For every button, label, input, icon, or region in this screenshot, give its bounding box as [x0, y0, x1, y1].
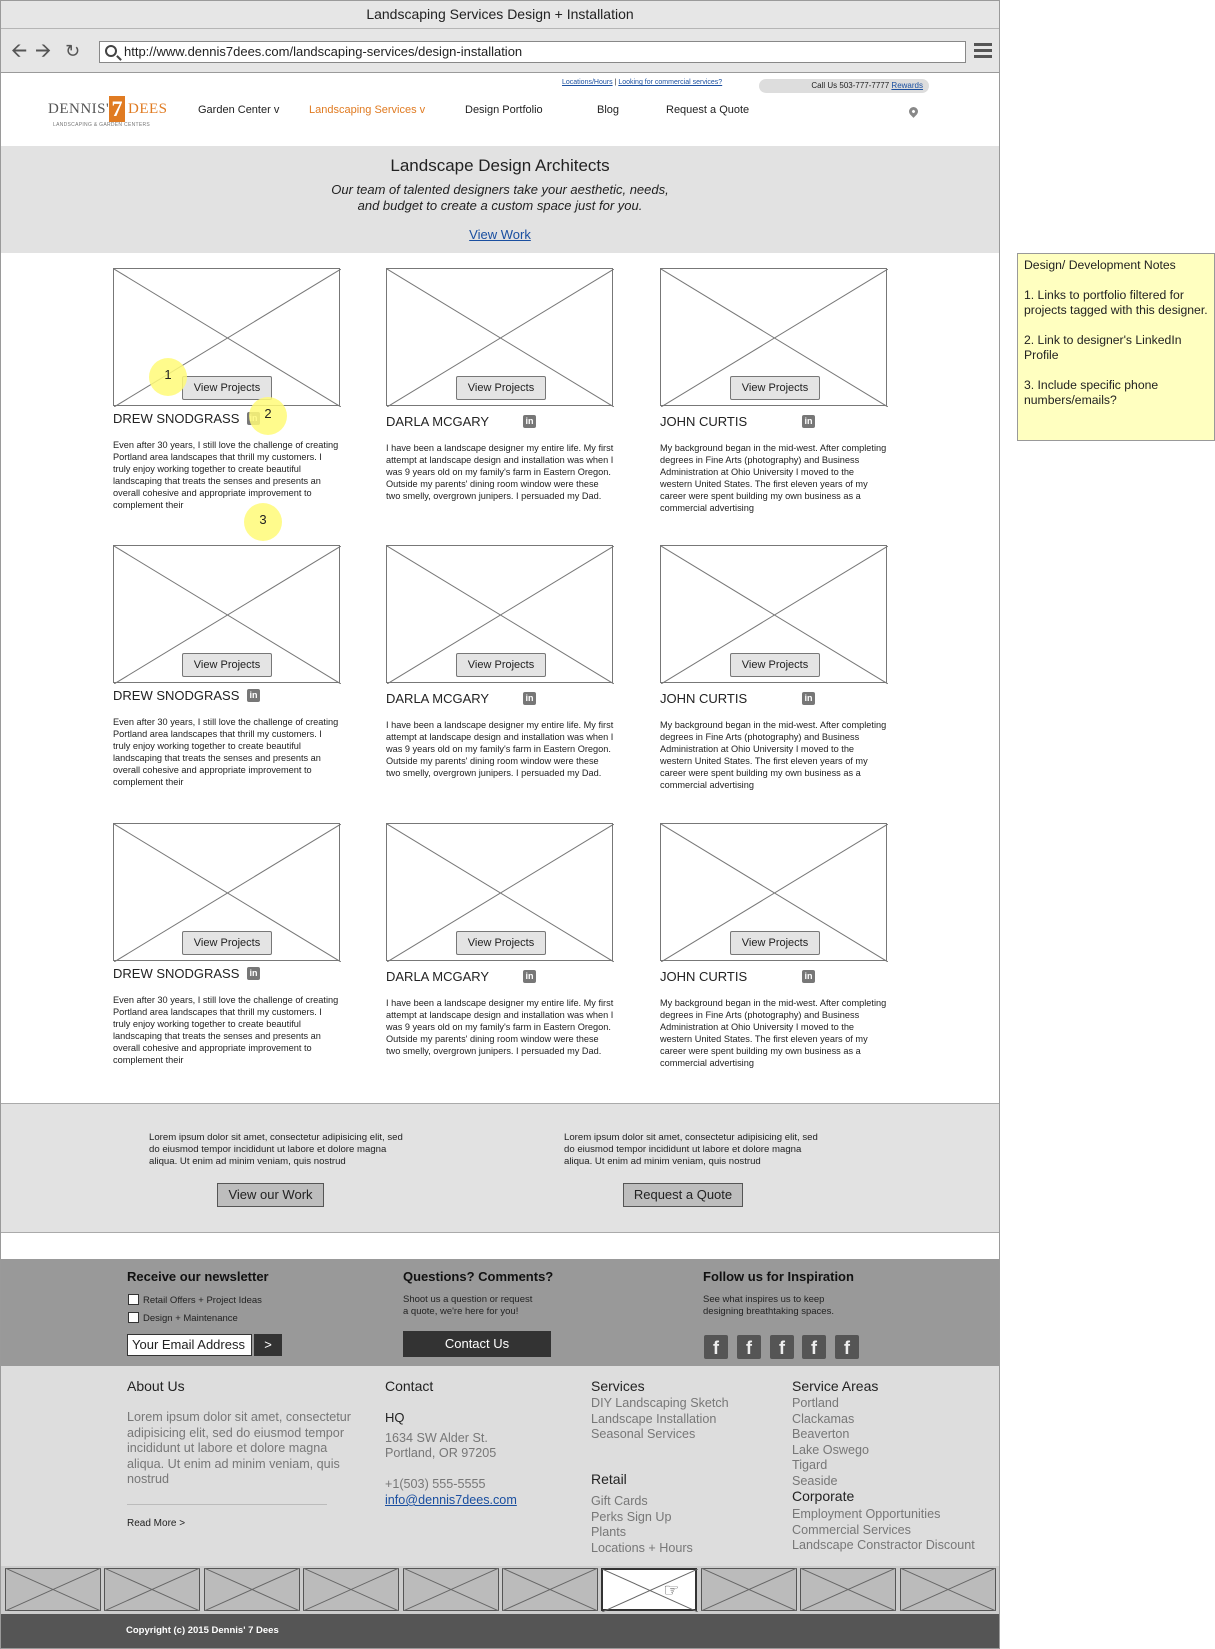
- thumbnail-strip: [1, 1566, 999, 1614]
- linkedin-icon[interactable]: in: [523, 415, 536, 428]
- annotation-marker-1: 1: [149, 358, 187, 396]
- checkbox-design-label: Design + Maintenance: [143, 1313, 238, 1324]
- follow-title: Follow us for Inspiration: [703, 1269, 854, 1284]
- cta-right-text: Lorem ipsum dolor sit amet, consectetur adipisicing elit, sed do eiusmod tempor incididunt ut labore et dolore magna aliqua. Ut enim ad minim veniam, quis nostrud: [564, 1132, 818, 1167]
- service-area-link[interactable]: Tigard: [792, 1458, 828, 1472]
- gallery-thumbnail[interactable]: [403, 1568, 499, 1611]
- gallery-thumbnail[interactable]: [303, 1568, 399, 1611]
- cta-left-text: Lorem ipsum dolor sit amet, consectetur adipisicing elit, sed do eiusmod tempor incididunt ut labore et dolore magna aliqua. Ut enim ad minim veniam, quis nostrud: [149, 1132, 403, 1167]
- hq-label: HQ: [385, 1410, 405, 1425]
- about-divider: [127, 1504, 327, 1505]
- view-projects-button[interactable]: View Projects: [456, 653, 546, 677]
- nav-design-portfolio[interactable]: Design Portfolio: [465, 104, 543, 116]
- about-title: About Us: [127, 1378, 185, 1394]
- view-projects-button[interactable]: View Projects: [456, 931, 546, 955]
- designer-name: DARLA MCGARY: [386, 691, 490, 706]
- view-projects-button[interactable]: View Projects: [730, 931, 820, 955]
- annotation-marker-2: 2: [249, 397, 287, 435]
- development-notes: Design/ Development Notes 1. Links to portfolio filtered for projects tagged with this designer. 2. Link to designer's LinkedIn Profile 3. Include specific phone numbers/emails?: [1017, 253, 1215, 441]
- services-link[interactable]: Landscape Installation: [591, 1411, 717, 1426]
- email-link[interactable]: info@dennis7dees.com: [385, 1493, 517, 1507]
- view-projects-button[interactable]: View Projects: [182, 653, 272, 677]
- service-area-link[interactable]: Clackamas: [792, 1411, 855, 1426]
- utility-divider: |: [612, 79, 619, 86]
- designer-name: DREW SNODGRASS: [113, 411, 240, 426]
- designer-name: DARLA MCGARY: [386, 414, 490, 429]
- footer-links: [1, 1366, 999, 1566]
- hero-banner: [1, 146, 999, 253]
- follow-text: See what inspires us to keep designing breathtaking spaces.: [703, 1294, 834, 1317]
- location-pin-icon[interactable]: [907, 105, 920, 118]
- designer-bio: I have been a landscape designer my entire life. My first attempt at landscape design and installation was when I was 9 years old on my family's farm in Eastern Oregon. Outside my parents' dining room window were these two smelly, overgrown junipers. I persuaded my Dad.: [386, 720, 614, 778]
- designer-name: DREW SNODGRASS: [113, 688, 240, 703]
- call-us-text: Call Us 503-777-7777: [811, 81, 890, 90]
- service-area-link[interactable]: Portland: [792, 1396, 839, 1410]
- corporate-link[interactable]: Commercial Services: [792, 1522, 911, 1537]
- gallery-thumbnail[interactable]: [601, 1568, 697, 1611]
- facebook-icon[interactable]: f: [835, 1335, 859, 1359]
- gallery-thumbnail[interactable]: [800, 1568, 896, 1611]
- cta-band: [1, 1103, 999, 1233]
- corporate-list: [792, 1507, 975, 1554]
- menu-icon[interactable]: [974, 43, 992, 61]
- retail-link[interactable]: Perks Sign Up: [591, 1509, 672, 1524]
- designer-bio: I have been a landscape designer my entire life. My first attempt at landscape design and installation was when I was 9 years old on my family's farm in Eastern Oregon. Outside my parents' dining room window were these two smelly, overgrown junipers. I persuaded my Dad.: [386, 443, 614, 501]
- copyright: Copyright (c) 2015 Dennis' 7 Dees: [1, 1614, 999, 1649]
- facebook-icon[interactable]: f: [737, 1335, 761, 1359]
- view-projects-button[interactable]: View Projects: [182, 376, 272, 400]
- linkedin-icon[interactable]: in: [802, 692, 815, 705]
- questions-text: Shoot us a question or request a quote, we're here for you!: [403, 1294, 533, 1317]
- service-areas-list: [792, 1396, 869, 1489]
- retail-link[interactable]: Plants: [591, 1525, 627, 1539]
- designer-bio: My background began in the mid-west. After completing degrees in Fine Arts (photography) and Business Administration at Ohio University I moved to the western United States. The first eleven years of my career were spent building my own business as a commercial advertising: [660, 998, 887, 1068]
- call-us-bar: [759, 79, 929, 93]
- linkedin-icon[interactable]: in: [247, 967, 260, 980]
- browser-toolbar: [1, 29, 999, 73]
- footer-signup: [1, 1259, 999, 1366]
- facebook-icon[interactable]: f: [704, 1335, 728, 1359]
- designer-name: JOHN CURTIS: [660, 414, 748, 429]
- corporate-title: Corporate: [792, 1488, 855, 1504]
- corporate-link[interactable]: Employment Opportunities: [792, 1507, 941, 1521]
- nav-landscaping-services[interactable]: Landscaping Services v: [309, 104, 426, 116]
- nav-garden-center[interactable]: Garden Center v: [198, 104, 280, 116]
- gallery-thumbnail[interactable]: [900, 1568, 996, 1611]
- search-icon: [105, 45, 117, 57]
- linkedin-icon[interactable]: in: [802, 970, 815, 983]
- address-line-1: 1634 SW Alder St.: [385, 1431, 488, 1445]
- linkedin-icon[interactable]: in: [247, 689, 260, 702]
- contact-title: Contact: [385, 1378, 434, 1394]
- retail-link[interactable]: Gift Cards: [591, 1494, 648, 1508]
- email-field[interactable]: Your Email Address: [127, 1334, 252, 1356]
- hero-title: Landscape Design Architects: [390, 156, 610, 175]
- view-projects-button[interactable]: View Projects: [730, 376, 820, 400]
- logo-tagline: LANDSCAPING & GARDEN CENTERS: [53, 122, 151, 128]
- view-projects-button[interactable]: View Projects: [182, 931, 272, 955]
- services-list: [591, 1396, 729, 1443]
- rewards-link[interactable]: Rewards: [891, 81, 923, 90]
- contact-us-button[interactable]: Contact Us: [403, 1331, 551, 1357]
- site-logo[interactable]: [48, 96, 168, 132]
- gallery-thumbnail[interactable]: [104, 1568, 200, 1611]
- read-more-link[interactable]: Read More >: [127, 1518, 186, 1529]
- newsletter-title: Receive our newsletter: [127, 1269, 269, 1284]
- checkbox-retail-label: Retail Offers + Project Ideas: [143, 1295, 262, 1306]
- retail-link[interactable]: Locations + Hours: [591, 1540, 693, 1555]
- designer-bio: Even after 30 years, I still love the challenge of creating Portland area landscapes that thrill my customers. I truly enjoy working together to create beautiful landscaping that treats the senses and presents an overall cohesive and appropriate improvement to complement their: [113, 995, 339, 1065]
- reload-icon[interactable]: ↻: [65, 41, 81, 61]
- checkbox-design-maintenance[interactable]: [128, 1312, 238, 1324]
- linkedin-icon[interactable]: in: [523, 970, 536, 983]
- view-projects-button[interactable]: View Projects: [730, 653, 820, 677]
- gallery-thumbnail[interactable]: [502, 1568, 598, 1611]
- nav-blog[interactable]: Blog: [597, 104, 620, 116]
- corporate-link[interactable]: Landscape Constractor Discount: [792, 1538, 975, 1552]
- designer-bio: Even after 30 years, I still love the challenge of creating Portland area landscapes that thrill my customers. I truly enjoy working together to create beautiful landscaping that treats the senses and presents an overall cohesive and appropriate improvement to complement their: [113, 717, 339, 787]
- designer-bio: My background began in the mid-west. After completing degrees in Fine Arts (photography) and Business Administration at Ohio University I moved to the western United States. The first eleven years of my career were spent building my own business as a commercial advertising: [660, 720, 887, 790]
- service-areas-title: Service Areas: [792, 1378, 879, 1394]
- locations-hours-link[interactable]: Locations/Hours: [562, 79, 613, 86]
- service-area-link[interactable]: Seaside: [792, 1473, 838, 1488]
- linkedin-icon[interactable]: in: [802, 415, 815, 428]
- designer-bio: My background began in the mid-west. After completing degrees in Fine Arts (photography) and Business Administration at Ohio University I moved to the western United States. The first eleven years of my career were spent building my own business as a commercial advertising: [660, 443, 887, 513]
- designer-name: JOHN CURTIS: [660, 691, 748, 706]
- phone-number: +1(503) 555-5555: [385, 1477, 486, 1491]
- newsletter-submit-button[interactable]: >: [254, 1334, 282, 1356]
- facebook-icon[interactable]: f: [802, 1335, 826, 1359]
- linkedin-icon[interactable]: in: [523, 692, 536, 705]
- gallery-thumbnail[interactable]: [5, 1568, 101, 1611]
- utility-links: [562, 79, 722, 86]
- view-work-link[interactable]: View Work: [469, 227, 531, 242]
- request-quote-button[interactable]: Request a Quote: [623, 1183, 743, 1207]
- service-area-link[interactable]: Lake Oswego: [792, 1442, 870, 1457]
- window-title: Landscaping Services Design + Installation: [1, 1, 999, 29]
- view-our-work-button[interactable]: View our Work: [217, 1183, 324, 1207]
- services-link[interactable]: Seasonal Services: [591, 1427, 696, 1441]
- service-area-link[interactable]: Beaverton: [792, 1427, 850, 1441]
- address-line-2: Portland, OR 97205: [385, 1446, 497, 1460]
- hero-subtitle: Our team of talented designers take your aesthetic, needs, and budget to create a custom space just for you.: [331, 182, 669, 213]
- designer-bio: I have been a landscape designer my entire life. My first attempt at landscape design and installation was when I was 9 years old on my family's farm in Eastern Oregon. Outside my parents' dining room window were these two smelly, overgrown junipers. I persuaded my Dad.: [386, 998, 614, 1056]
- hand-cursor-icon: ☞: [663, 1580, 680, 1600]
- url-input[interactable]: [99, 41, 966, 63]
- designer-name: DREW SNODGRASS: [113, 966, 240, 981]
- nav-request-quote[interactable]: Request a Quote: [666, 104, 750, 116]
- logo-text-left: DENNIS': [48, 101, 110, 117]
- back-arrow-icon[interactable]: 🡨: [11, 40, 28, 62]
- about-text: Lorem ipsum dolor sit amet, consectetur adipisicing elit, sed do eiusmod tempor incididunt ut labore et dolore magna aliqua. Ut enim ad minim veniam, quis nostrud: [127, 1410, 351, 1486]
- view-projects-button[interactable]: View Projects: [456, 376, 546, 400]
- forward-arrow-icon[interactable]: 🡪: [35, 40, 52, 62]
- annotation-marker-3: 3: [244, 503, 282, 541]
- commercial-services-link[interactable]: Looking for commercial services?: [618, 79, 723, 86]
- designer-name: DARLA MCGARY: [386, 969, 490, 984]
- gallery-thumbnail[interactable]: [701, 1568, 797, 1611]
- retail-list: [591, 1494, 693, 1556]
- url-text: http://www.dennis7dees.com/landscaping-services/design-installation: [124, 44, 523, 59]
- retail-title: Retail: [591, 1471, 627, 1487]
- questions-title: Questions? Comments?: [403, 1269, 554, 1284]
- checkbox-retail-offers[interactable]: [128, 1294, 262, 1306]
- gallery-thumbnail[interactable]: [204, 1568, 300, 1611]
- designer-name: JOHN CURTIS: [660, 969, 748, 984]
- services-link[interactable]: DIY Landscaping Sketch: [591, 1396, 729, 1410]
- logo-seven: 7: [109, 96, 125, 122]
- designer-bio: Even after 30 years, I still love the challenge of creating Portland area landscapes that thrill my customers. I truly enjoy working together to create beautiful landscaping that treats the senses and presents an overall cohesive and appropriate improvement to complement their: [113, 440, 339, 510]
- logo-text-right: DEES: [128, 101, 168, 117]
- facebook-icon[interactable]: f: [770, 1335, 794, 1359]
- services-title: Services: [591, 1378, 645, 1394]
